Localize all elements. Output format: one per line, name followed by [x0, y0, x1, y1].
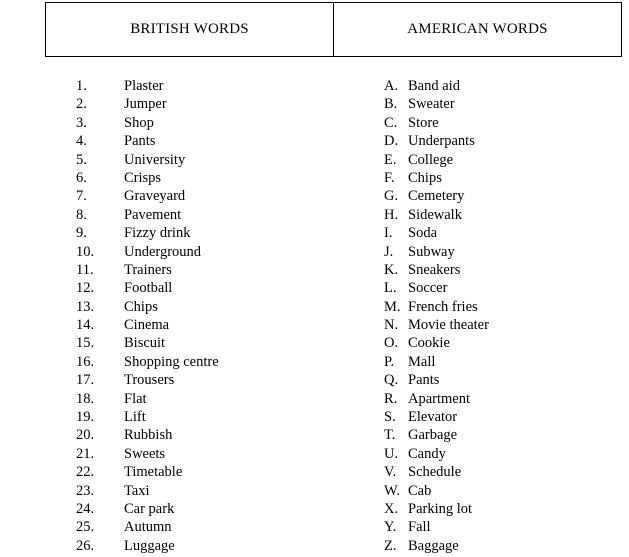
item-number: 5.	[76, 151, 87, 168]
american-word: Chips	[408, 169, 442, 186]
list-item	[0, 334, 629, 352]
item-number: 1.	[76, 78, 87, 94]
item-letter: N.	[384, 317, 399, 334]
british-word: Trainers	[124, 261, 172, 278]
american-word: Apartment	[408, 390, 471, 407]
british-word: Flat	[124, 390, 147, 407]
list-item	[0, 261, 629, 279]
item-letter: S.	[384, 409, 396, 426]
item-letter: R.	[384, 390, 398, 407]
list-item	[0, 500, 629, 518]
word-list	[0, 77, 629, 555]
list-item	[0, 371, 629, 389]
british-word: Jumper	[124, 96, 167, 113]
british-word: Cinema	[124, 317, 170, 334]
item-letter: M.	[384, 298, 401, 315]
american-word: Sneakers	[408, 261, 461, 278]
item-letter: Z.	[384, 537, 397, 554]
list-item	[0, 169, 629, 187]
item-letter: I.	[384, 225, 393, 242]
list-item	[0, 316, 629, 334]
item-number: 24.	[76, 500, 95, 517]
item-number: 3.	[76, 114, 87, 131]
item-letter: B.	[384, 96, 398, 113]
list-item	[0, 243, 629, 261]
american-word: Cemetery	[408, 188, 465, 205]
british-word: Lift	[124, 409, 146, 426]
item-letter: Y.	[384, 519, 397, 536]
list-item	[0, 187, 629, 205]
item-letter: X.	[384, 500, 399, 517]
item-number: 6.	[76, 169, 87, 186]
item-letter: T.	[384, 427, 396, 444]
american-word: Fall	[408, 519, 431, 536]
british-word: Underground	[124, 243, 202, 260]
british-word: Plaster	[124, 78, 164, 94]
british-word: Graveyard	[124, 188, 186, 205]
item-number: 19.	[76, 409, 95, 426]
item-letter: Q.	[384, 372, 399, 389]
list-item	[0, 151, 629, 169]
item-number: 9.	[76, 225, 87, 242]
british-word: Shopping centre	[124, 353, 219, 370]
british-word: Taxi	[124, 482, 150, 499]
list-item	[0, 206, 629, 224]
british-word: Rubbish	[124, 427, 173, 444]
american-word: Sidewalk	[408, 206, 462, 223]
american-word: Elevator	[408, 409, 458, 426]
british-word: Fizzy drink	[124, 225, 191, 242]
british-word: Timetable	[124, 464, 183, 481]
american-word: Subway	[408, 243, 455, 260]
item-letter: O.	[384, 335, 399, 352]
header-table	[45, 2, 622, 57]
american-word: Parking lot	[408, 500, 473, 517]
item-number: 10.	[76, 243, 95, 260]
list-item	[0, 390, 629, 408]
item-number: 23.	[76, 482, 95, 499]
list-item	[0, 353, 629, 371]
american-word: Schedule	[408, 464, 462, 481]
list-item	[0, 426, 629, 444]
american-word: Cab	[408, 482, 432, 499]
american-word: Band aid	[408, 78, 460, 94]
british-word: Pants	[124, 133, 156, 150]
item-number: 4.	[76, 133, 87, 150]
item-number: 12.	[76, 280, 95, 297]
list-item	[0, 518, 629, 536]
item-letter: E.	[384, 151, 397, 168]
british-word: Pavement	[124, 206, 182, 223]
item-letter: H.	[384, 206, 399, 223]
item-number: 20.	[76, 427, 95, 444]
item-number: 14.	[76, 317, 95, 334]
british-word: Sweets	[124, 445, 166, 462]
list-item	[0, 114, 629, 132]
item-number: 11.	[76, 261, 94, 278]
item-letter: L.	[384, 280, 397, 297]
item-number: 25.	[76, 519, 95, 536]
american-word: College	[408, 151, 454, 168]
item-number: 26.	[76, 537, 95, 554]
list-item	[0, 95, 629, 113]
american-word: Candy	[408, 445, 446, 462]
list-item	[0, 224, 629, 242]
american-word: Sweater	[408, 96, 455, 113]
item-letter: J.	[384, 243, 394, 260]
item-letter: U.	[384, 445, 399, 462]
item-number: 22.	[76, 464, 95, 481]
item-letter: G.	[384, 188, 399, 205]
item-number: 17.	[76, 372, 95, 389]
list-item	[0, 279, 629, 297]
british-word: Car park	[124, 500, 175, 517]
item-number: 2.	[76, 96, 87, 113]
british-word: University	[124, 151, 186, 168]
british-word: Chips	[124, 298, 158, 315]
american-word: Movie theater	[408, 317, 489, 334]
british-word: Football	[124, 280, 173, 297]
american-word: Cookie	[408, 335, 450, 352]
list-item	[0, 537, 629, 555]
item-number: 16.	[76, 353, 95, 370]
british-word: Trousers	[124, 372, 175, 389]
item-letter: C.	[384, 114, 398, 131]
list-item	[0, 77, 629, 95]
british-word: Crisps	[124, 169, 162, 186]
american-word: Store	[408, 114, 439, 131]
item-number: 21.	[76, 445, 95, 462]
item-letter: D.	[384, 133, 399, 150]
item-letter: F.	[384, 169, 395, 186]
item-number: 13.	[76, 298, 95, 315]
item-letter: K.	[384, 261, 399, 278]
list-item	[0, 408, 629, 426]
item-number: 18.	[76, 390, 95, 407]
item-number: 15.	[76, 335, 95, 352]
british-word: Shop	[124, 114, 154, 131]
american-words-header: AMERICAN WORDS	[407, 21, 548, 37]
american-word: Garbage	[408, 427, 458, 444]
british-word: Luggage	[124, 537, 175, 554]
british-words-header: BRITISH WORDS	[46, 3, 334, 56]
british-word: Biscuit	[124, 335, 166, 352]
item-number: 7.	[76, 188, 87, 205]
item-letter: V.	[384, 464, 397, 481]
item-letter: P.	[384, 353, 395, 370]
item-letter: A.	[384, 78, 399, 94]
american-word: Baggage	[408, 537, 459, 554]
american-word: Soda	[408, 225, 437, 242]
list-item	[0, 445, 629, 463]
list-item	[0, 482, 629, 500]
american-word: Mall	[408, 353, 436, 370]
list-item	[0, 463, 629, 481]
item-number: 8.	[76, 206, 87, 223]
american-word: Soccer	[408, 280, 448, 297]
item-letter: W.	[384, 482, 400, 499]
british-word: Autumn	[124, 519, 172, 536]
american-word: French fries	[408, 298, 478, 315]
list-item	[0, 132, 629, 150]
american-word: Pants	[408, 372, 440, 389]
american-word: Underpants	[408, 133, 475, 150]
list-item	[0, 298, 629, 316]
